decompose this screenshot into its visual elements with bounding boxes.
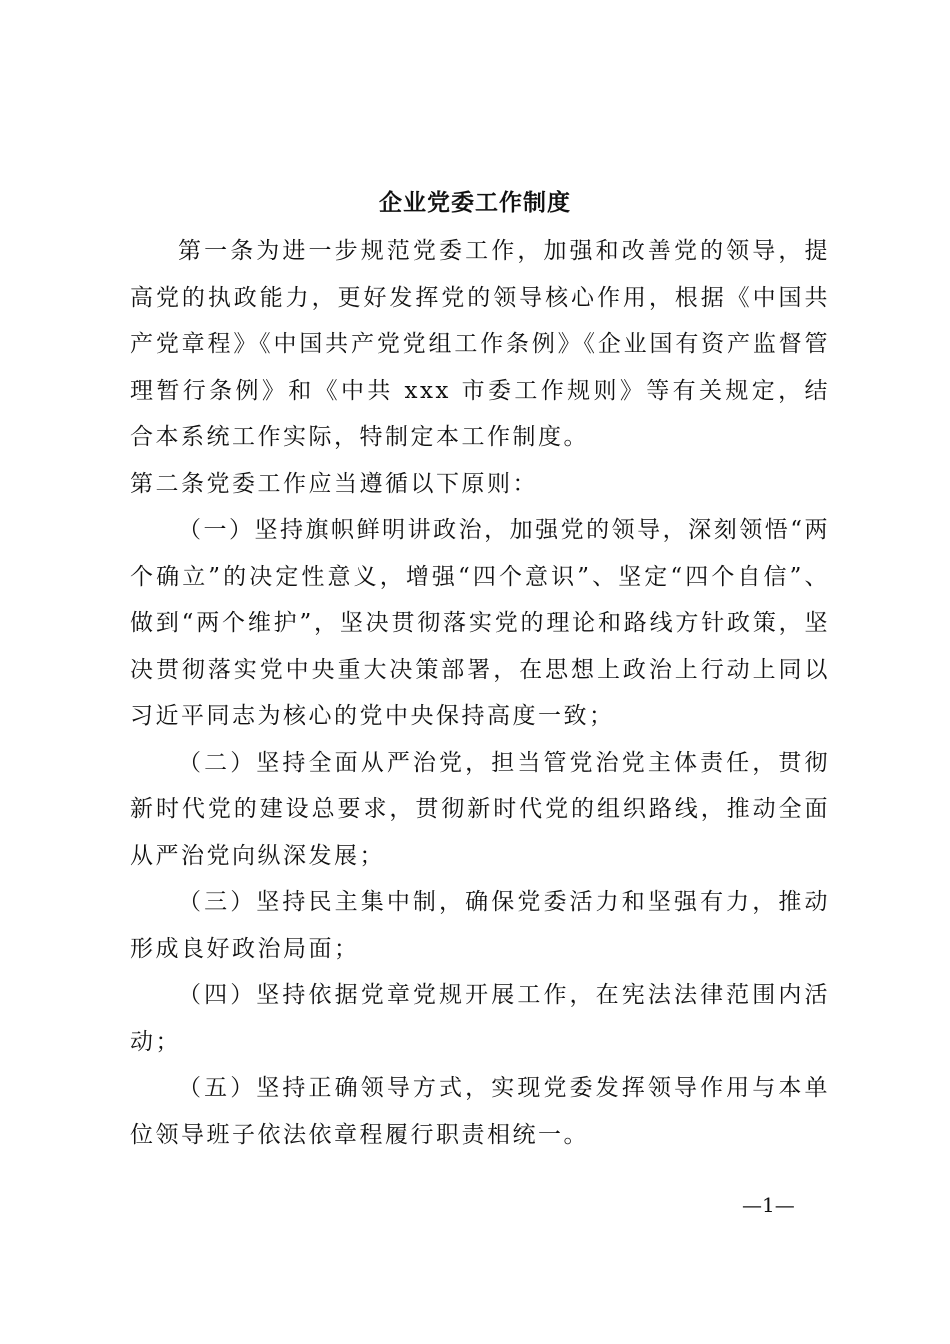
principle-2-paragraph: （二）坚持全面从严治党，担当管党治党主体责任，贯彻新时代党的建设总要求，贯彻新时代党的组织路线，推动全面从严治党向纵深发展；	[130, 749, 830, 869]
document-body	[130, 228, 830, 1158]
principle-5-paragraph: （五）坚持正确领导方式，实现党委发挥领导作用与本单位领导班子依法依章程履行职责相统一。	[130, 1075, 830, 1148]
principle-1-paragraph: （一）坚持旗帜鲜明讲政治，加强党的领导，深刻领悟“两个确立”的决定性意义，增强“四个意识”、坚定“四个自信”、做到“两个维护”，坚决贯彻落实党的理论和路线方针政策，坚决贯彻落实党中央重大决策部署，在思想上政治上行动上同以习近平同志为核心的党中央保持高度一致；	[130, 517, 830, 729]
document-title: 企业党委工作制度	[379, 189, 571, 216]
article-1-paragraph: 第一条为进一步规范党委工作，加强和改善党的领导，提高党的执政能力，更好发挥党的领导核心作用，根据《中国共产党章程》《中国共产党党组工作条例》《企业国有资产监督管理暂行条例》和《中共 xxx 市委工作规则》等有关规定，结合本系统工作实际，特制定本工作制度。	[130, 238, 830, 450]
article-2-paragraph: 第二条党委工作应当遵循以下原则：	[130, 470, 538, 497]
principle-3-paragraph: （三）坚持民主集中制，确保党委活力和坚强有力，推动形成良好政治局面；	[130, 889, 830, 962]
page-number: —1—	[742, 1193, 795, 1217]
principle-4-paragraph: （四）坚持依据党章党规开展工作，在宪法法律范围内活动；	[130, 982, 830, 1055]
